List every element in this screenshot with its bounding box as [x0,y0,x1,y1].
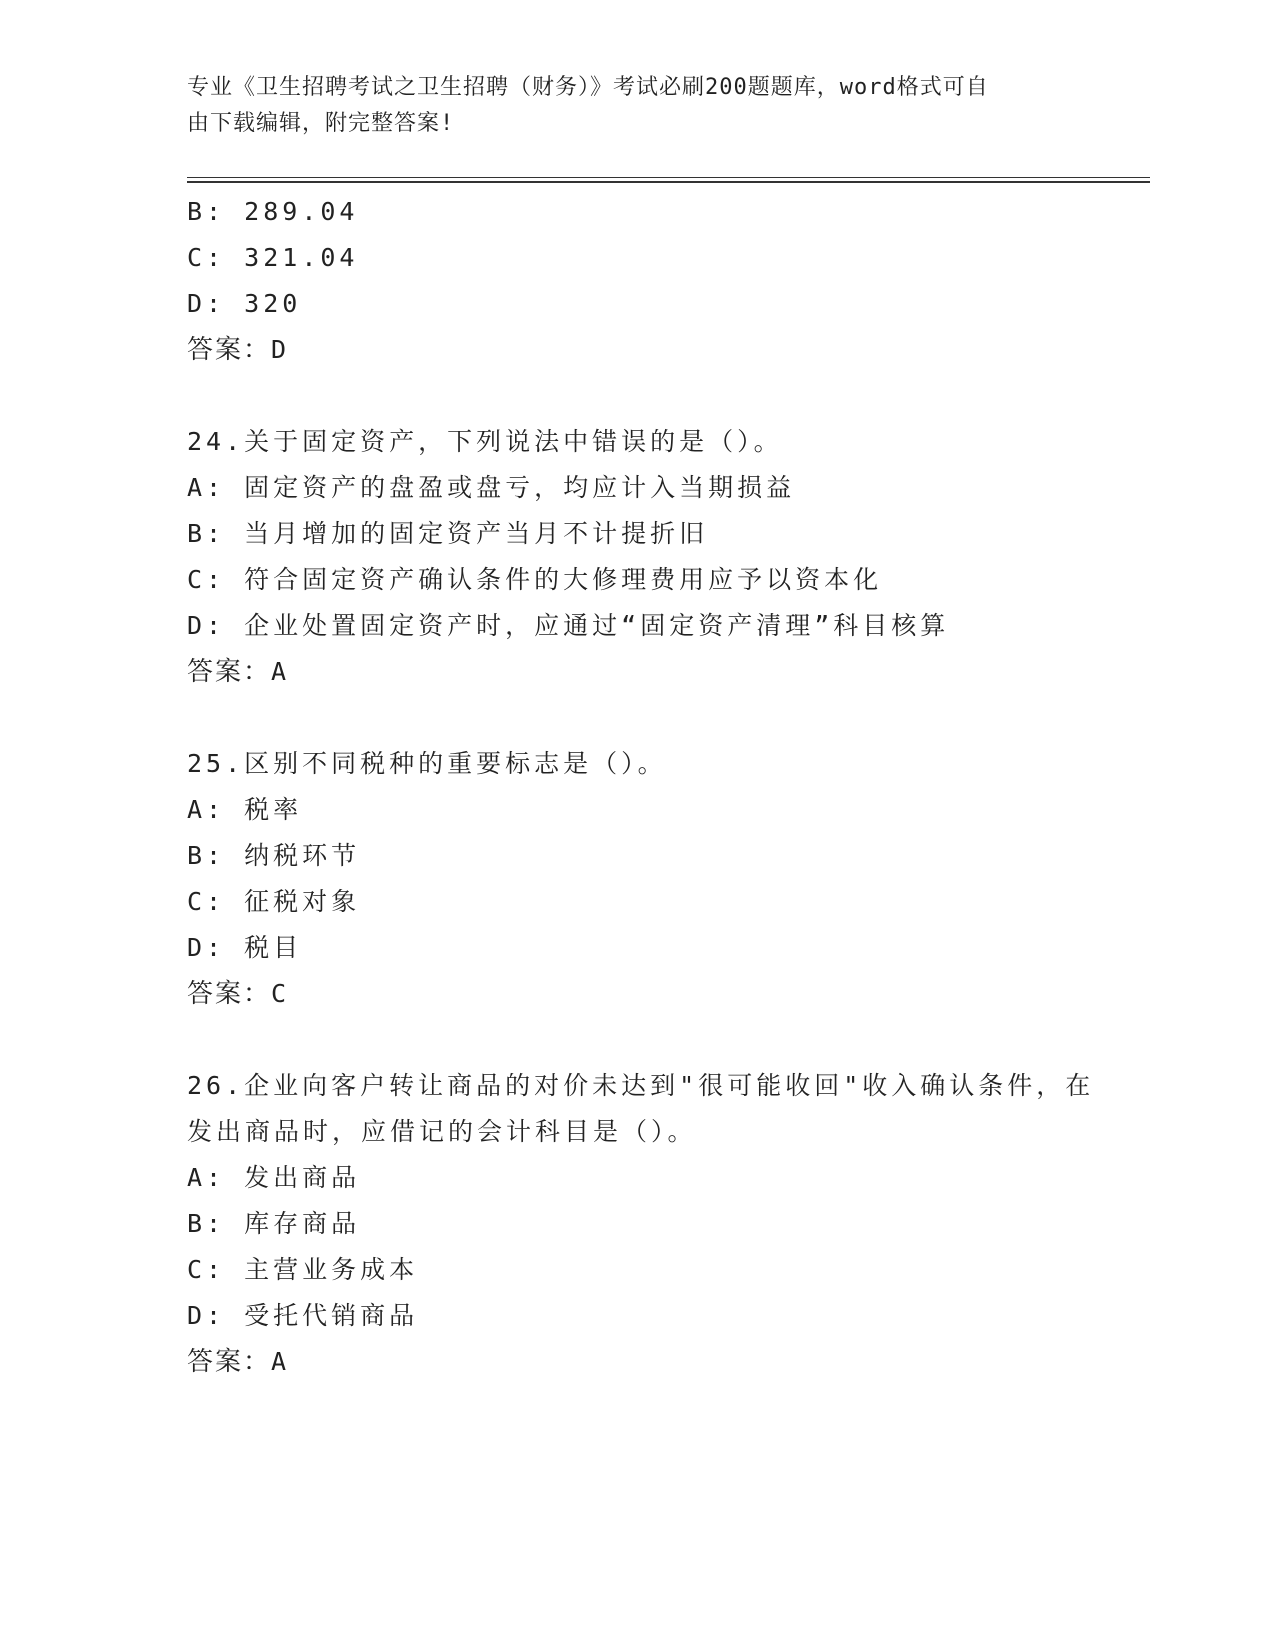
option-key: B: [187,197,226,226]
option-key: D: [187,933,226,962]
option-key: A: [187,473,226,502]
option-text: 289.04 [244,197,359,226]
option-c [187,879,1087,925]
option-d [187,603,1087,649]
option-text: 320 [244,289,302,318]
option-c [187,1247,1087,1293]
question-stem-line-2: 发出商品时，应借记的会计科目是（）。 [187,1117,697,1146]
option-c [187,557,1087,603]
answer-line [187,971,1087,1017]
option-text: 主营业务成本 [244,1255,419,1284]
option-text: 当月增加的固定资产当月不计提折旧 [244,519,709,548]
option-text: 税率 [244,795,303,824]
option-text: 纳税环节 [244,841,361,870]
question-stem: 25.区别不同税种的重要标志是（）。 [187,749,667,778]
option-text: 税目 [244,933,303,962]
option-text: 受托代销商品 [244,1301,419,1330]
option-text: 符合固定资产确认条件的大修理费用应予以资本化 [244,565,883,594]
answer-value: A [271,657,289,686]
option-c [187,235,1087,281]
answer-label: 答案： [187,1347,272,1377]
option-text: 固定资产的盘盈或盘亏，均应计入当期损益 [244,473,796,502]
option-key: C: [187,1255,226,1284]
answer-line [187,649,1087,695]
question-continued [187,189,1087,373]
option-key: D: [187,1301,226,1330]
option-text: 发出商品 [244,1163,361,1192]
option-b [187,833,1087,879]
document-header [187,70,1067,142]
spacer [187,373,1087,419]
option-key: C: [187,887,226,916]
spacer [187,695,1087,741]
answer-value: D [271,335,289,364]
question-26 [187,1063,1095,1385]
option-a [187,1155,1087,1201]
option-b [187,189,1087,235]
header-divider-thin [187,177,1150,178]
option-b [187,511,1087,557]
header-divider-thick [187,181,1150,183]
question-stem: 24.关于固定资产，下列说法中错误的是（）。 [187,427,783,456]
spacer [187,1017,1087,1063]
option-key: B: [187,1209,226,1238]
answer-value: C [271,979,289,1008]
option-text: 321.04 [244,243,359,272]
question-24 [187,419,1087,695]
option-d [187,281,1087,327]
option-d [187,925,1087,971]
option-text: 企业处置固定资产时，应通过“固定资产清理”科目核算 [244,611,950,640]
option-key: A: [187,1163,226,1192]
header-line-2: 由下载编辑，附完整答案! [187,111,455,136]
answer-label: 答案： [187,657,272,687]
option-key: B: [187,841,226,870]
option-key: B: [187,519,226,548]
option-key: C: [187,243,226,272]
answer-value: A [271,1347,289,1376]
option-text: 库存商品 [244,1209,361,1238]
answer-line [187,1339,1087,1385]
option-d [187,1293,1087,1339]
answer-line [187,327,1087,373]
option-text: 征税对象 [244,887,361,916]
option-a [187,787,1087,833]
option-key: C: [187,565,226,594]
option-key: D: [187,611,226,640]
header-line-1: 专业《卫生招聘考试之卫生招聘（财务）》考试必刷200题题库，word格式可自 [187,75,989,100]
answer-label: 答案： [187,335,272,365]
option-a [187,465,1087,511]
option-key: A: [187,795,226,824]
option-key: D: [187,289,226,318]
question-25 [187,741,1087,1017]
question-stem-line-1: 26.企业向客户转让商品的对价未达到"很可能收回"收入确认条件，在 [187,1071,1095,1100]
question-list [187,189,1095,1385]
option-b [187,1201,1087,1247]
answer-label: 答案： [187,979,272,1009]
